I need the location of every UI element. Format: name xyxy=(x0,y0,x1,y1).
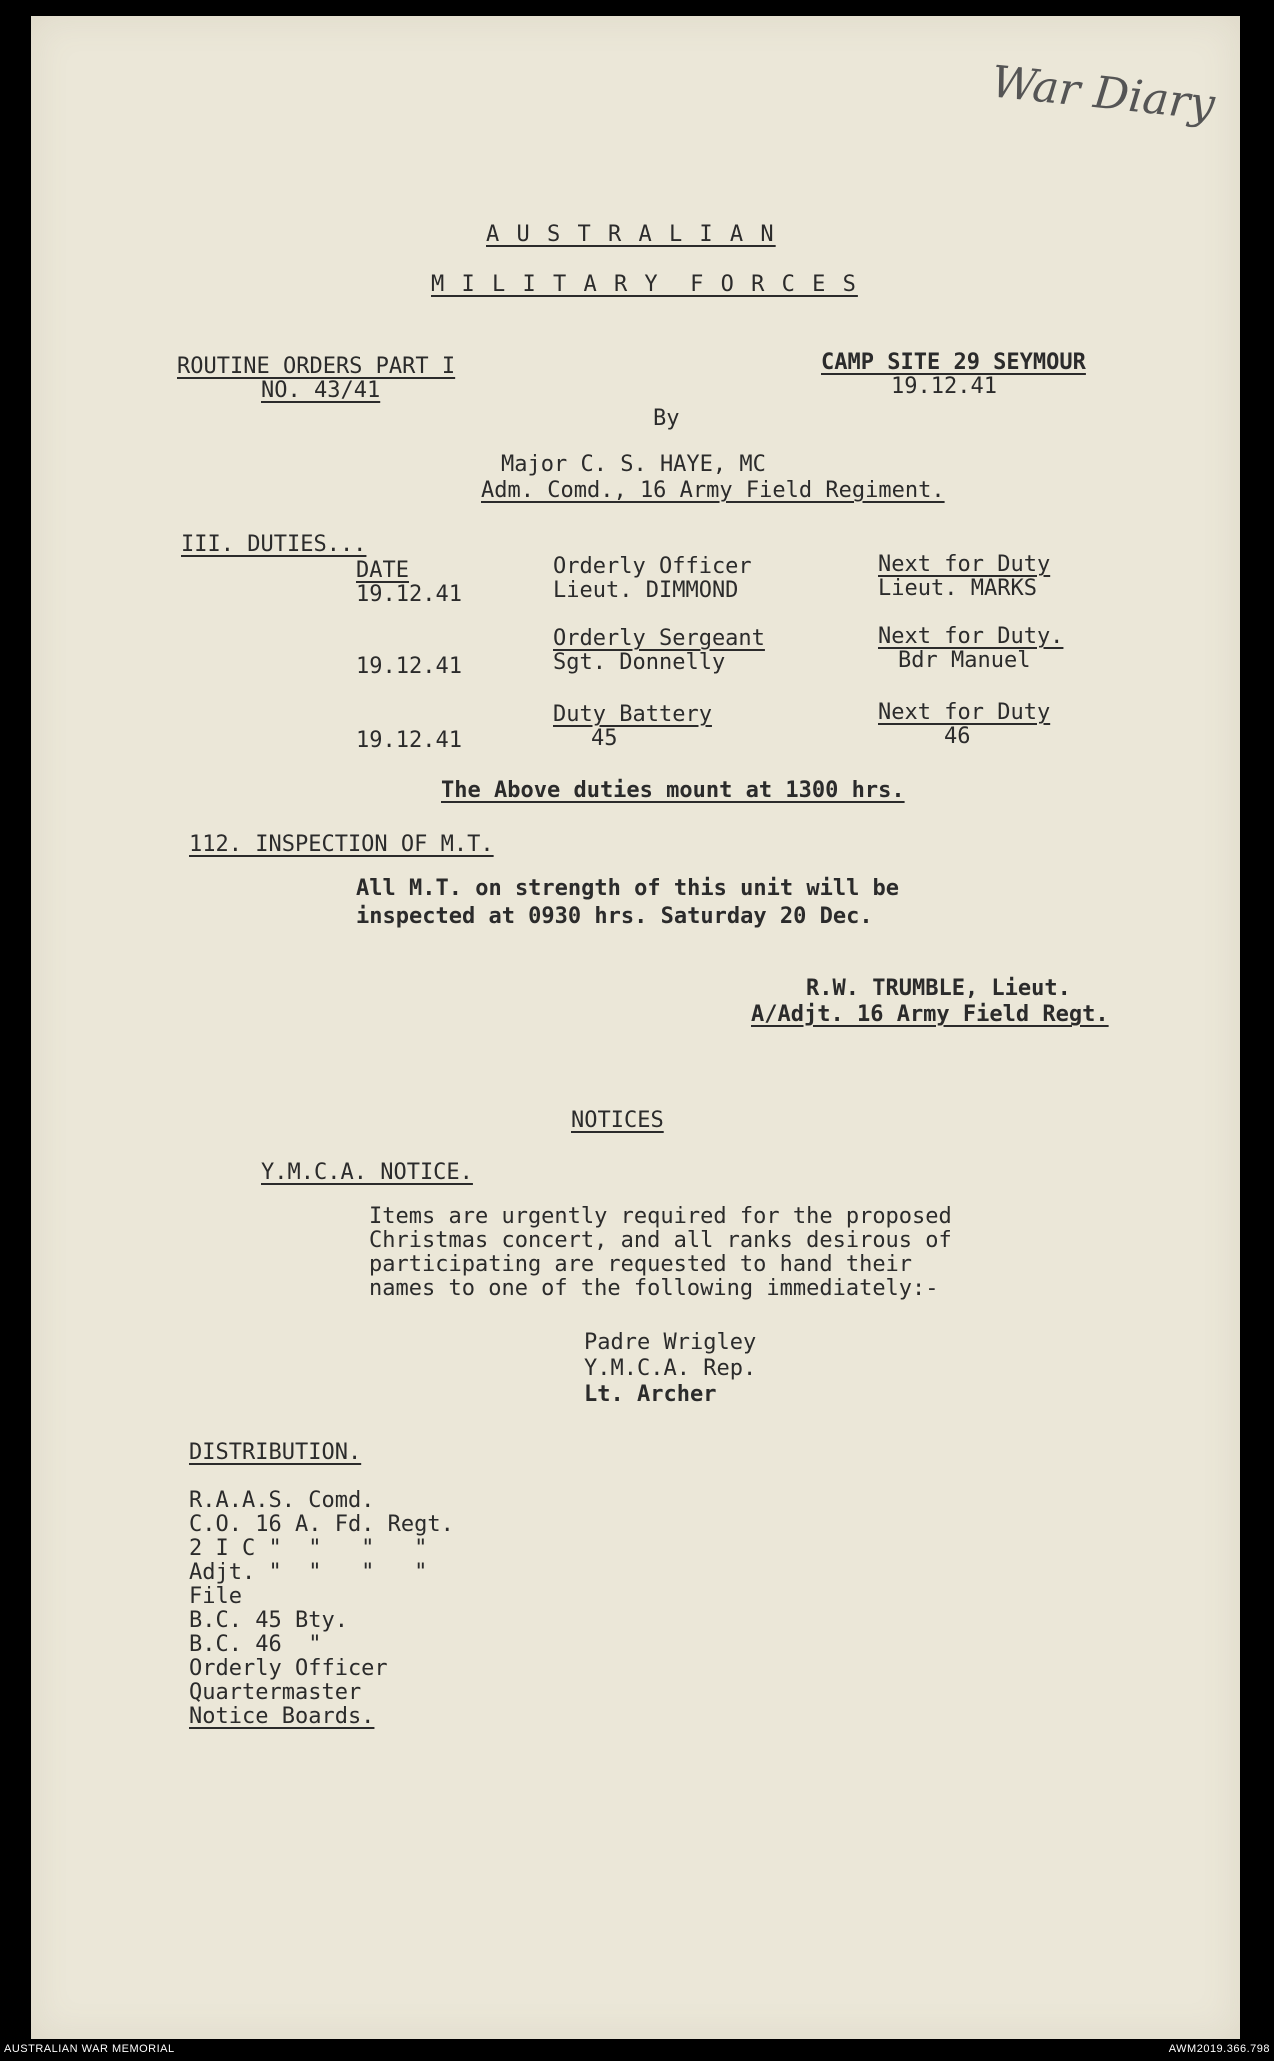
duties-date-header: DATE xyxy=(356,558,409,583)
notice-body-line-3: participating are requested to hand their xyxy=(369,1252,913,1277)
header-military-forces: M I L I T A R Y F O R C E S xyxy=(431,272,858,297)
distribution-heading: DISTRIBUTION. xyxy=(189,1440,362,1465)
footer-credit: AUSTRALIAN WAR MEMORIAL xyxy=(4,2043,175,2055)
orders-date: 19.12.41 xyxy=(891,374,997,399)
duty-row-2-col1-name: Sgt. Donnelly xyxy=(553,650,726,675)
orders-issuer-role: Adm. Comd., 16 Army Field Regiment. xyxy=(481,478,945,503)
duty-row-1-col1-title: Orderly Officer xyxy=(553,554,752,579)
distribution-item: Quartermaster xyxy=(189,1680,362,1705)
distribution-item: C.O. 16 A. Fd. Regt. xyxy=(189,1512,454,1537)
orders-number: NO. 43/41 xyxy=(261,378,381,403)
ymca-heading: Y.M.C.A. NOTICE. xyxy=(261,1160,473,1185)
distribution-item: File xyxy=(189,1584,242,1609)
orders-issuer: Major C. S. HAYE, MC xyxy=(501,452,766,477)
duty-row-3-date: 19.12.41 xyxy=(356,728,462,753)
inspection-line-1: All M.T. on strength of this unit will be xyxy=(356,876,900,901)
notices-heading: NOTICES xyxy=(571,1108,664,1133)
orders-title: ROUTINE ORDERS PART I xyxy=(177,354,456,379)
signature-role: A/Adjt. 16 Army Field Regt. xyxy=(751,1002,1109,1027)
distribution-item: B.C. 46 " xyxy=(189,1632,322,1657)
distribution-item: Adjt. " " " " xyxy=(189,1560,428,1585)
distribution-item: B.C. 45 Bty. xyxy=(189,1608,348,1633)
duty-row-1-col2-name: Lieut. MARKS xyxy=(878,576,1037,601)
inspection-line-2: inspected at 0930 hrs. Saturday 20 Dec. xyxy=(356,904,873,929)
duties-mount-note: The Above duties mount at 1300 hrs. xyxy=(441,778,905,803)
distribution-item: 2 I C " " " " xyxy=(189,1536,428,1561)
duty-row-3-col1-name: 45 xyxy=(591,726,618,751)
duties-heading: III. DUTIES... xyxy=(181,532,367,557)
duty-row-1-date: 19.12.41 xyxy=(356,582,462,607)
notice-contact-1: Padre Wrigley xyxy=(584,1330,757,1355)
duty-row-2-col2-name: Bdr Manuel xyxy=(898,648,1031,673)
signature-name: R.W. TRUMBLE, Lieut. xyxy=(806,976,1071,1001)
handwritten-note: War Diary xyxy=(988,56,1218,131)
duty-row-1-col2-title: Next for Duty xyxy=(878,552,1051,577)
duty-row-1-col1-name: Lieut. DIMMOND xyxy=(553,578,739,603)
orders-by: By xyxy=(653,406,680,431)
distribution-item: Notice Boards. xyxy=(189,1704,375,1729)
distribution-item: Orderly Officer xyxy=(189,1656,388,1681)
notice-contact-2: Y.M.C.A. Rep. xyxy=(584,1356,757,1381)
document-page xyxy=(31,16,1240,2039)
duty-row-2-col1-title: Orderly Sergeant xyxy=(553,626,765,651)
notice-contact-3: Lt. Archer xyxy=(584,1382,717,1407)
duty-row-2-col2-title: Next for Duty. xyxy=(878,624,1064,649)
notice-body-line-2: Christmas concert, and all ranks desirous of xyxy=(369,1228,952,1253)
orders-location: CAMP SITE 29 SEYMOUR xyxy=(821,350,1086,375)
header-australian: A U S T R A L I A N xyxy=(486,222,776,247)
duty-row-3-col2-title: Next for Duty xyxy=(878,700,1051,725)
footer-accession-number: AWM2019.366.798 xyxy=(1168,2043,1270,2055)
distribution-item: R.A.A.S. Comd. xyxy=(189,1488,375,1513)
duty-row-3-col2-name: 46 xyxy=(944,724,971,749)
duty-row-3-col1-title: Duty Battery xyxy=(553,702,712,727)
duty-row-2-date: 19.12.41 xyxy=(356,654,462,679)
inspection-heading: 112. INSPECTION OF M.T. xyxy=(189,832,494,857)
notice-body-line-1: Items are urgently required for the proposed xyxy=(369,1204,952,1229)
notice-body-line-4: names to one of the following immediately:- xyxy=(369,1276,939,1301)
